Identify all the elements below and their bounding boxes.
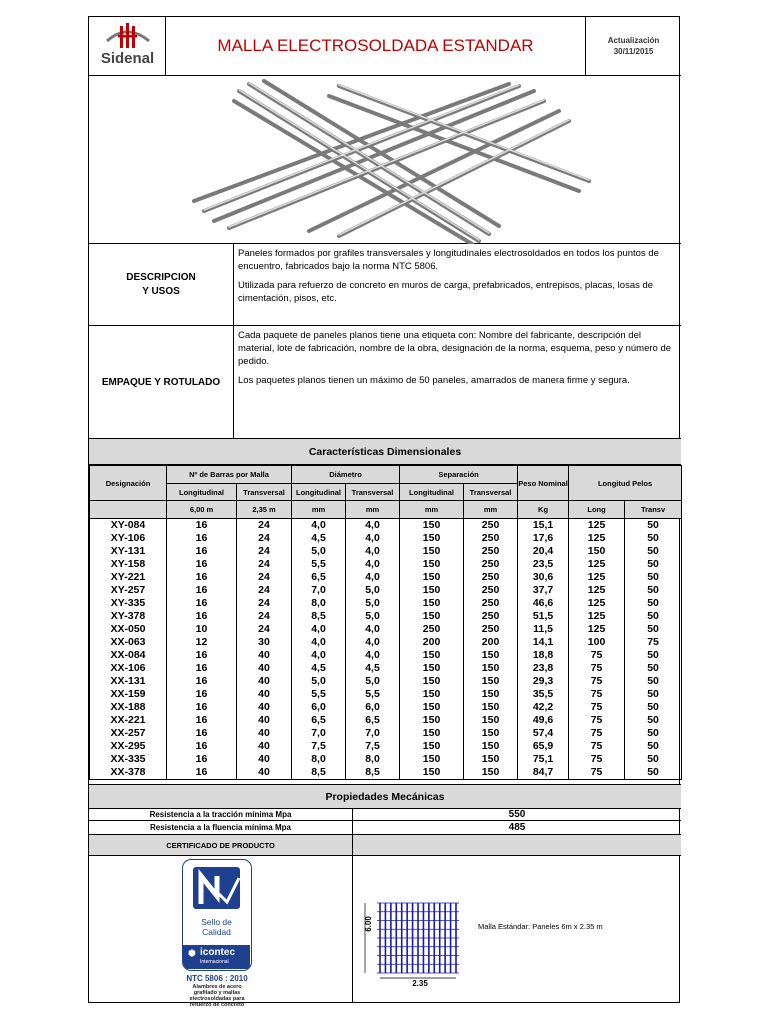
table-cell: 40	[237, 649, 292, 662]
th-diam-long: Longitudinal	[292, 484, 346, 501]
th-unit-long: Long	[569, 501, 625, 519]
table-cell: XX-378	[90, 766, 167, 780]
traccion-value: 550	[353, 809, 681, 821]
table-cell: 75	[569, 701, 625, 714]
table-cell: 4,0	[346, 519, 400, 533]
table-cell: 46,6	[518, 597, 569, 610]
diagram-height-label: 6.00	[364, 916, 373, 932]
table-cell: 16	[167, 688, 237, 701]
norm-code: NTC 5806 : 2010	[186, 974, 248, 983]
table-cell: 150	[400, 753, 464, 766]
th-sep-transv: Transversal	[464, 484, 518, 501]
table-cell: 11,5	[518, 623, 569, 636]
table-cell: 75	[569, 727, 625, 740]
table-cell: 24	[237, 519, 292, 533]
table-cell: XX-188	[90, 701, 167, 714]
table-row	[90, 701, 682, 714]
fluencia-value: 485	[353, 821, 681, 835]
sidenal-mark-icon	[89, 17, 166, 76]
table-cell: 40	[237, 688, 292, 701]
th-unit-mm-1: mm	[292, 501, 346, 519]
table-cell: 6,5	[292, 714, 346, 727]
th-unit-mm-3: mm	[400, 501, 464, 519]
table-row	[90, 610, 682, 623]
update-date: 30/11/2015	[613, 47, 654, 56]
table-cell: 125	[569, 597, 625, 610]
table-cell: 250	[464, 584, 518, 597]
table-cell: 75	[569, 766, 625, 780]
table-cell: 50	[625, 649, 682, 662]
table-cell: 150	[400, 714, 464, 727]
th-unit-mm-2: mm	[346, 501, 400, 519]
th-unit-transv: Transv	[625, 501, 682, 519]
table-cell: 16	[167, 532, 237, 545]
table-cell: 200	[400, 636, 464, 649]
table-cell: 75,1	[518, 753, 569, 766]
table-cell: 7,5	[346, 740, 400, 753]
table-cell: 250	[464, 558, 518, 571]
table-cell: 24	[237, 623, 292, 636]
table-cell: 150	[400, 545, 464, 558]
table-cell: 150	[400, 701, 464, 714]
table-cell: 125	[569, 519, 625, 533]
table-cell: 4,0	[346, 558, 400, 571]
table-cell: 57,4	[518, 727, 569, 740]
packaging-para-1: Cada paquete de paneles planos tiene una etiqueta con: Nombre del fabricante, descripción del material, lote de fabricación, nombre de la obra, designación de la norma, esquema, peso y número de pedido.	[238, 330, 672, 367]
table-cell: 16	[167, 740, 237, 753]
table-cell: 150	[400, 584, 464, 597]
table-cell: 49,6	[518, 714, 569, 727]
table-cell: 15,1	[518, 519, 569, 533]
table-cell: 5,0	[292, 545, 346, 558]
seal-brand: icontec	[200, 947, 236, 958]
table-cell: 16	[167, 571, 237, 584]
table-cell: 150	[400, 727, 464, 740]
product-photo	[89, 76, 681, 244]
th-barras-transv: Transversal	[237, 484, 292, 501]
table-cell: 4,0	[346, 545, 400, 558]
table-cell: 14,1	[518, 636, 569, 649]
table-cell: 6,0	[292, 701, 346, 714]
table-cell: 5,5	[292, 558, 346, 571]
description-text	[234, 244, 681, 326]
table-cell: 150	[464, 688, 518, 701]
table-cell: 50	[625, 701, 682, 714]
table-cell: 50	[625, 545, 682, 558]
table-cell: 150	[400, 558, 464, 571]
table-row	[90, 714, 682, 727]
table-cell: 250	[464, 545, 518, 558]
table-cell: 6,5	[346, 714, 400, 727]
table-cell: 125	[569, 532, 625, 545]
table-cell: 16	[167, 727, 237, 740]
table-row	[90, 558, 682, 571]
th-barras: Nº de Barras por Malla	[167, 466, 292, 484]
seal-sub: Internacional	[200, 959, 229, 965]
table-row	[90, 740, 682, 753]
table-cell: 16	[167, 675, 237, 688]
certificate-blank	[353, 835, 681, 856]
traccion-label: Resistencia a la tracción mínima Mpa	[89, 809, 353, 821]
table-cell: 84,7	[518, 766, 569, 780]
norm-desc-line2: grafilado y mallas	[193, 990, 241, 996]
norm-desc-line1: Alambres de acero	[192, 984, 242, 990]
table-cell: XX-131	[90, 675, 167, 688]
table-cell: 50	[625, 623, 682, 636]
table-cell: 50	[625, 688, 682, 701]
table-cell: 16	[167, 753, 237, 766]
table-cell: 6,0	[346, 701, 400, 714]
norm-desc-line3: electrosoldadas para	[189, 996, 245, 1002]
quality-seal-icon	[183, 864, 250, 914]
table-cell: 7,0	[346, 727, 400, 740]
welded-mesh-photo	[89, 76, 681, 244]
description-para-2: Utilizada para refuerzo de concreto en muros de carga, prefabricados, entrepisos, placas, losas de cimentación, pisos, etc.	[238, 280, 654, 304]
table-row	[90, 766, 682, 780]
table-cell: 24	[237, 610, 292, 623]
table-cell: 40	[237, 675, 292, 688]
description-label-line1: DESCRIPCION	[126, 271, 196, 283]
table-cell: XX-084	[90, 649, 167, 662]
table-cell: 16	[167, 714, 237, 727]
table-cell: 5,0	[292, 675, 346, 688]
th-unit-mm-4: mm	[464, 501, 518, 519]
table-cell: 40	[237, 701, 292, 714]
table-cell: 150	[400, 675, 464, 688]
table-cell: 16	[167, 649, 237, 662]
th-unit-6m: 6,00 m	[167, 501, 237, 519]
table-cell: 150	[400, 610, 464, 623]
packaging-label: EMPAQUE Y ROTULADO	[89, 326, 234, 439]
packaging-text	[234, 326, 681, 439]
table-cell: 24	[237, 532, 292, 545]
update-label: Actualización	[607, 36, 660, 45]
table-cell: 51,5	[518, 610, 569, 623]
certificate-label: CERTIFICADO DE PRODUCTO	[89, 835, 353, 856]
table-cell: 5,0	[346, 675, 400, 688]
table-row	[90, 584, 682, 597]
table-cell: 200	[464, 636, 518, 649]
table-cell: 40	[237, 740, 292, 753]
table-cell: 7,0	[292, 727, 346, 740]
table-row	[90, 649, 682, 662]
table-cell: 4,0	[292, 519, 346, 533]
table-cell: 150	[400, 519, 464, 533]
table-cell: 250	[464, 519, 518, 533]
table-row	[90, 688, 682, 701]
table-cell: 18,8	[518, 649, 569, 662]
table-cell: 23,8	[518, 662, 569, 675]
update-box	[586, 17, 681, 76]
table-cell: 4,0	[292, 623, 346, 636]
table-cell: 5,0	[346, 584, 400, 597]
table-cell: 250	[464, 571, 518, 584]
mesh-diagram-panel	[353, 856, 681, 1002]
table-cell: 50	[625, 753, 682, 766]
table-cell: 50	[625, 597, 682, 610]
table-cell: 250	[464, 532, 518, 545]
th-separacion: Separación	[400, 466, 518, 484]
table-cell: 4,5	[292, 662, 346, 675]
table-cell: 150	[464, 675, 518, 688]
table-cell: XY-084	[90, 519, 167, 533]
table-cell: 24	[237, 597, 292, 610]
table-cell: XX-221	[90, 714, 167, 727]
table-cell: 4,0	[346, 649, 400, 662]
table-cell: 150	[464, 740, 518, 753]
table-cell: 40	[237, 727, 292, 740]
mesh-grid	[365, 903, 459, 978]
table-row	[90, 662, 682, 675]
table-cell: 35,5	[518, 688, 569, 701]
table-cell: 75	[569, 649, 625, 662]
th-diam-transv: Transversal	[346, 484, 400, 501]
table-cell: 50	[625, 584, 682, 597]
th-unit-blank	[90, 501, 167, 519]
th-unit-kg: Kg	[518, 501, 569, 519]
table-cell: 23,5	[518, 558, 569, 571]
table-cell: 40	[237, 662, 292, 675]
table-cell: 4,5	[292, 532, 346, 545]
dimensions-table	[89, 465, 682, 780]
table-row	[90, 532, 682, 545]
table-cell: 250	[464, 610, 518, 623]
table-cell: 8,5	[292, 766, 346, 780]
mechanical-title: Propiedades Mecánicas	[89, 784, 681, 809]
table-cell: 8,5	[292, 610, 346, 623]
table-cell: 4,0	[346, 571, 400, 584]
description-label-line2: Y USOS	[142, 285, 180, 297]
table-cell: 40	[237, 753, 292, 766]
table-cell: 37,7	[518, 584, 569, 597]
table-cell: 8,0	[292, 753, 346, 766]
seal-line-2: Calidad	[202, 927, 231, 937]
table-cell: 75	[569, 753, 625, 766]
table-cell: 75	[569, 662, 625, 675]
table-cell: 17,6	[518, 532, 569, 545]
table-cell: 16	[167, 545, 237, 558]
table-cell: 29,3	[518, 675, 569, 688]
table-cell: 150	[464, 727, 518, 740]
table-cell: 5,0	[346, 597, 400, 610]
table-cell: 100	[569, 636, 625, 649]
table-cell: 4,0	[346, 623, 400, 636]
table-cell: 40	[237, 714, 292, 727]
table-cell: XY-257	[90, 584, 167, 597]
description-para-1: Paneles formados por grafiles transversales y longitudinales electrosoldados en todos los puntos de encuentro, fabricados bajo la norma NTC 5806.	[238, 248, 659, 272]
table-cell: 150	[400, 571, 464, 584]
table-cell: 50	[625, 714, 682, 727]
table-row	[90, 727, 682, 740]
table-cell: 16	[167, 558, 237, 571]
table-cell: 16	[167, 584, 237, 597]
table-cell: 4,0	[346, 532, 400, 545]
table-cell: XY-106	[90, 532, 167, 545]
table-cell: 150	[464, 701, 518, 714]
table-cell: 24	[237, 571, 292, 584]
table-cell: XY-335	[90, 597, 167, 610]
th-designacion: Designación	[90, 466, 167, 501]
table-row	[90, 675, 682, 688]
table-cell: 150	[400, 532, 464, 545]
table-cell: XY-221	[90, 571, 167, 584]
table-cell: 250	[464, 623, 518, 636]
diagram-width-label: 2.35	[412, 979, 428, 988]
table-cell: 150	[464, 649, 518, 662]
th-diametro: Diámetro	[292, 466, 400, 484]
table-cell: 50	[625, 610, 682, 623]
table-cell: XX-063	[90, 636, 167, 649]
table-cell: XX-106	[90, 662, 167, 675]
table-cell: 75	[569, 714, 625, 727]
table-cell: XX-295	[90, 740, 167, 753]
table-cell: 12	[167, 636, 237, 649]
norm-description	[172, 984, 262, 1008]
table-cell: XX-257	[90, 727, 167, 740]
table-cell: 125	[569, 558, 625, 571]
table-cell: 65,9	[518, 740, 569, 753]
th-unit-235m: 2,35 m	[237, 501, 292, 519]
table-cell: 150	[400, 688, 464, 701]
table-cell: 150	[400, 766, 464, 780]
table-cell: 150	[464, 766, 518, 780]
table-cell: 8,0	[346, 753, 400, 766]
description-label	[89, 244, 234, 326]
table-cell: 8,0	[292, 597, 346, 610]
table-cell: 150	[569, 545, 625, 558]
table-cell: 125	[569, 610, 625, 623]
icontec-seal	[182, 859, 252, 971]
table-row	[90, 545, 682, 558]
table-cell: 125	[569, 571, 625, 584]
th-sep-long: Longitudinal	[400, 484, 464, 501]
table-cell: 4,0	[346, 636, 400, 649]
table-cell: 150	[464, 753, 518, 766]
table-cell: 16	[167, 766, 237, 780]
brand-name: Sidenal	[100, 50, 155, 67]
table-cell: 75	[625, 636, 682, 649]
table-cell: 16	[167, 701, 237, 714]
table-cell: 50	[625, 558, 682, 571]
table-cell: 30,6	[518, 571, 569, 584]
table-cell: XX-335	[90, 753, 167, 766]
table-cell: 50	[625, 571, 682, 584]
table-row	[90, 636, 682, 649]
table-cell: 150	[464, 662, 518, 675]
table-cell: 16	[167, 662, 237, 675]
dimensional-title: Características Dimensionales	[89, 439, 681, 465]
table-cell: XY-378	[90, 610, 167, 623]
table-cell: 75	[569, 688, 625, 701]
table-cell: 125	[569, 623, 625, 636]
table-cell: 5,5	[292, 688, 346, 701]
table-cell: XY-131	[90, 545, 167, 558]
table-cell: 150	[464, 714, 518, 727]
table-cell: 50	[625, 740, 682, 753]
table-cell: 50	[625, 519, 682, 533]
table-cell: XX-159	[90, 688, 167, 701]
certificate-panel	[89, 856, 353, 1008]
table-cell: 6,5	[292, 571, 346, 584]
mesh-diagram	[353, 856, 681, 1002]
table-cell: 42,2	[518, 701, 569, 714]
table-cell: 50	[625, 662, 682, 675]
table-cell: 150	[400, 662, 464, 675]
norm-desc-line4: refuerzo de concreto	[189, 1002, 245, 1008]
table-cell: 16	[167, 519, 237, 533]
th-peso: Peso Nominal	[518, 466, 569, 501]
seal-brand-bar	[183, 945, 250, 969]
table-cell: 125	[569, 584, 625, 597]
table-row	[90, 753, 682, 766]
seal-line-1: Sello de	[201, 917, 232, 927]
packaging-para-2: Los paquetes planos tienen un máximo de 50 paneles, amarrados de manera firme y segura.	[238, 375, 630, 386]
table-cell: 4,5	[346, 662, 400, 675]
table-cell: 250	[464, 597, 518, 610]
table-cell: 50	[625, 675, 682, 688]
fluencia-label: Resistencia a la fluencia mínima Mpa	[89, 821, 353, 835]
table-row	[90, 571, 682, 584]
table-cell: 10	[167, 623, 237, 636]
table-cell: 50	[625, 727, 682, 740]
table-cell: XY-158	[90, 558, 167, 571]
table-cell: 40	[237, 766, 292, 780]
table-cell: 7,5	[292, 740, 346, 753]
table-cell: 75	[569, 740, 625, 753]
table-cell: 24	[237, 558, 292, 571]
table-cell: XX-050	[90, 623, 167, 636]
icontec-icon: ⬢	[188, 948, 196, 958]
table-cell: 20,4	[518, 545, 569, 558]
th-barras-long: Longitudinal	[167, 484, 237, 501]
table-cell: 24	[237, 584, 292, 597]
table-cell: 30	[237, 636, 292, 649]
table-cell: 50	[625, 532, 682, 545]
th-pelos: Longitud Pelos	[569, 466, 682, 501]
table-row	[90, 519, 682, 533]
table-cell: 5,5	[346, 688, 400, 701]
table-cell: 150	[400, 597, 464, 610]
table-cell: 16	[167, 610, 237, 623]
table-cell: 4,0	[292, 649, 346, 662]
table-cell: 50	[625, 766, 682, 780]
table-cell: 5,0	[346, 610, 400, 623]
diagram-caption: Malla Estándar: Paneles 6m x 2.35 m	[478, 922, 603, 931]
dimensions-table-body	[90, 519, 682, 780]
table-row	[90, 597, 682, 610]
document-title: MALLA ELECTROSOLDADA ESTANDAR	[166, 17, 586, 76]
spec-sheet	[88, 16, 680, 1008]
table-cell: 150	[400, 649, 464, 662]
table-cell: 7,0	[292, 584, 346, 597]
table-cell: 250	[400, 623, 464, 636]
table-cell: 8,5	[346, 766, 400, 780]
sidenal-logo	[89, 17, 166, 76]
table-cell: 150	[400, 740, 464, 753]
table-cell: 4,0	[292, 636, 346, 649]
table-cell: 16	[167, 597, 237, 610]
table-cell: 75	[569, 675, 625, 688]
table-cell: 24	[237, 545, 292, 558]
table-row	[90, 623, 682, 636]
